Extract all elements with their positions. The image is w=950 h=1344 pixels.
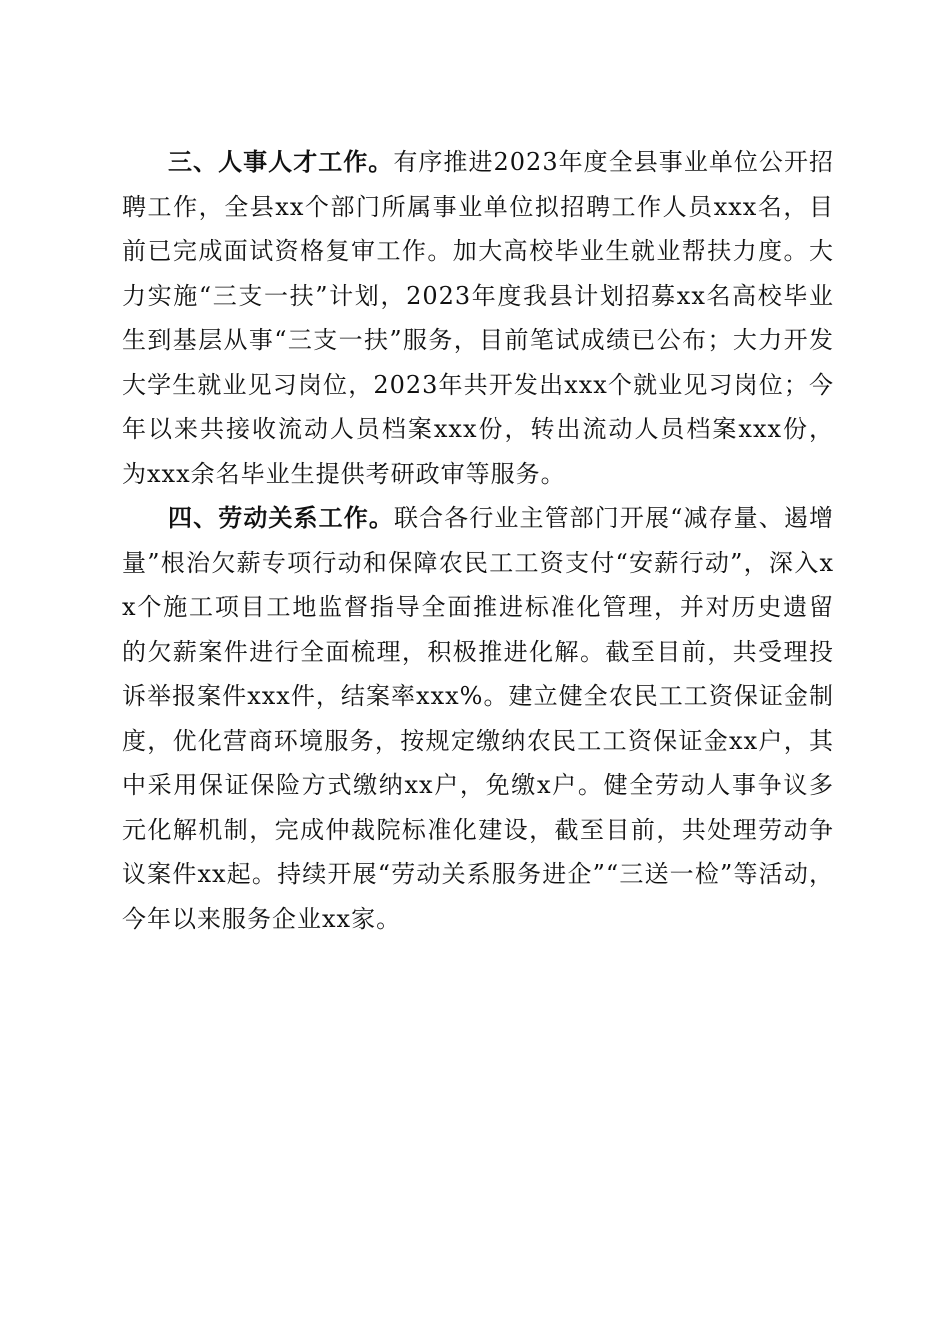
- section-paragraph-personnel: [122, 140, 834, 496]
- section-paragraph-labor-relations: [122, 496, 834, 941]
- section-heading-labor-relations: 四、劳动关系工作。: [168, 504, 394, 532]
- document-body: [122, 140, 834, 941]
- section-text-personnel: 有序推进2023年度全县事业单位公开招聘工作，全县xx个部门所属事业单位拟招聘工作人员xxx名，目前已完成面试资格复审工作。加大高校毕业生就业帮扶力度。大力实施“三支一扶”计划，2023年度我县计划招募xx名高校毕业生到基层从事“三支一扶”服务，目前笔试成绩已公布；大力开发大学生就业见习岗位，2023年共开发出xxx个就业见习岗位；今年以来共接收流动人员档案xxx份，转出流动人员档案xxx份，为xxx余名毕业生提供考研政审等服务。: [122, 148, 835, 488]
- section-heading-personnel: 三、人事人才工作。: [168, 148, 394, 176]
- section-text-labor-relations: 联合各行业主管部门开展“减存量、遏增量”根治欠薪专项行动和保障农民工工资支付“安薪行动”，深入xx个施工项目工地监督指导全面推进标准化管理，并对历史遗留的欠薪案件进行全面梳理，积极推进化解。截至目前，共受理投诉举报案件xxx件，结案率xxx%。建立健全农民工工资保证金制度，优化营商环境服务，按规定缴纳农民工工资保证金xx户，其中采用保证保险方式缴纳xx户，免缴x户。健全劳动人事争议多元化解机制，完成仲裁院标准化建设，截至目前，共处理劳动争议案件xx起。持续开展“劳动关系服务进企”“三送一检”等活动，今年以来服务企业xx家。: [122, 504, 834, 933]
